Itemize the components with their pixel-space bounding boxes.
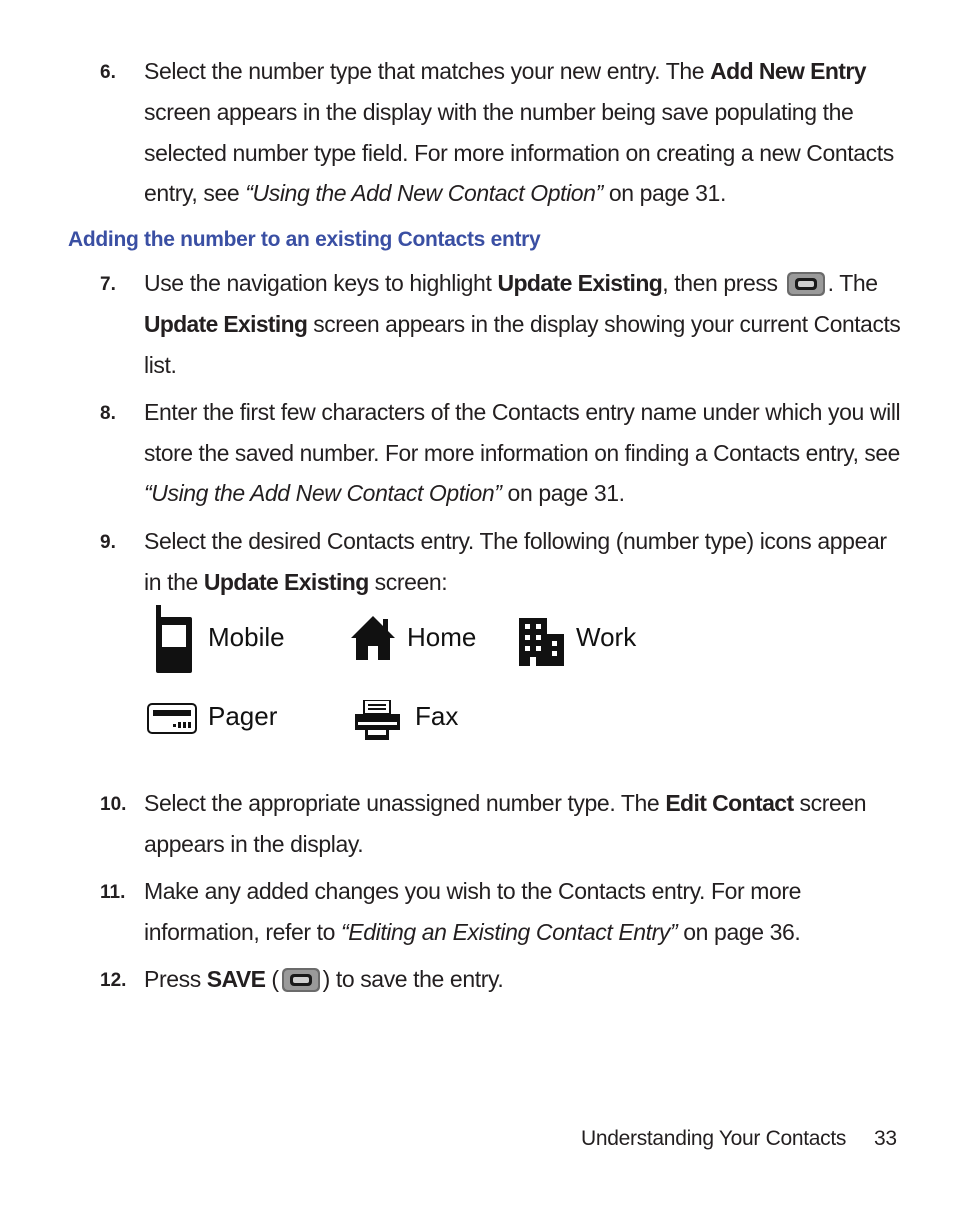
step-number: 7. bbox=[100, 274, 116, 295]
home-icon bbox=[350, 614, 396, 660]
step-text-line: Select the appropriate unassigned number type. The Edit Contact screen bbox=[144, 790, 867, 816]
step-text-line: Make any added changes you wish to the Contacts entry. For more bbox=[144, 878, 802, 904]
section-heading: Adding the number to an existing Contacts entry bbox=[68, 228, 541, 251]
step-text-line: appears in the display. bbox=[144, 831, 364, 857]
ui-term: Update Existing bbox=[144, 311, 308, 337]
step-text-line: Select the desired Contacts entry. The following (number type) icons appear bbox=[144, 528, 887, 554]
step-text-line: entry, see “Using the Add New Contact Option” on page 31. bbox=[144, 180, 726, 206]
ui-term: Edit Contact bbox=[665, 790, 794, 816]
step-text-line: selected number type field. For more information on creating a new Contacts bbox=[144, 140, 894, 166]
step-number: 11. bbox=[100, 882, 126, 903]
page-number: 33 bbox=[874, 1127, 897, 1150]
ui-term: Update Existing bbox=[203, 569, 369, 595]
mobile-icon bbox=[156, 605, 192, 673]
step-text-line: in the Update Existing screen: bbox=[144, 569, 448, 595]
work-building-icon bbox=[519, 618, 564, 666]
mobile-label: Mobile bbox=[208, 622, 285, 652]
ui-term: Add New Entry bbox=[710, 58, 866, 84]
pager-icon bbox=[147, 703, 197, 734]
fax-label: Fax bbox=[415, 701, 459, 731]
fax-icon bbox=[355, 700, 400, 740]
step-number: 8. bbox=[100, 403, 116, 424]
step-number: 12. bbox=[100, 970, 127, 991]
step-text-line: screen appears in the display with the number being save populating the bbox=[144, 99, 854, 125]
step-text-line: store the saved number. For more information on finding a Contacts entry, see bbox=[144, 440, 900, 466]
footer-section-title: Understanding Your Contacts bbox=[581, 1127, 847, 1150]
work-label: Work bbox=[576, 622, 637, 652]
step-text-line: list. bbox=[144, 352, 177, 378]
home-label: Home bbox=[407, 622, 477, 652]
cross-reference: “Using the Add New Contact Option” bbox=[144, 480, 502, 506]
step-number: 9. bbox=[100, 532, 116, 553]
step-text-line: Select the number type that matches your new entry. The Add New Entry bbox=[144, 58, 866, 84]
ui-term: Update Existing bbox=[497, 270, 663, 296]
ui-term: SAVE bbox=[206, 966, 266, 992]
step-text-line: Press SAVE ( ) to save the entry. bbox=[144, 966, 504, 992]
step-text-line: Use the navigation keys to highlight Update Existing, then press . The bbox=[144, 270, 878, 296]
step-text-line: information, refer to “Editing an Existing Contact Entry” on page 36. bbox=[144, 919, 801, 945]
step-text-line: Enter the first few characters of the Contacts entry name under which you will bbox=[144, 399, 901, 425]
step-number: 10. bbox=[100, 794, 127, 815]
step-text-line: Update Existing screen appears in the display showing your current Contacts bbox=[144, 311, 901, 337]
cross-reference: “Editing an Existing Contact Entry” bbox=[341, 919, 678, 945]
step-number: 6. bbox=[100, 62, 116, 83]
step-text-line: “Using the Add New Contact Option” on page 31. bbox=[144, 480, 625, 506]
cross-reference: “Using the Add New Contact Option” bbox=[245, 180, 603, 206]
pager-label: Pager bbox=[208, 701, 278, 731]
ok-key-icon bbox=[281, 967, 321, 993]
